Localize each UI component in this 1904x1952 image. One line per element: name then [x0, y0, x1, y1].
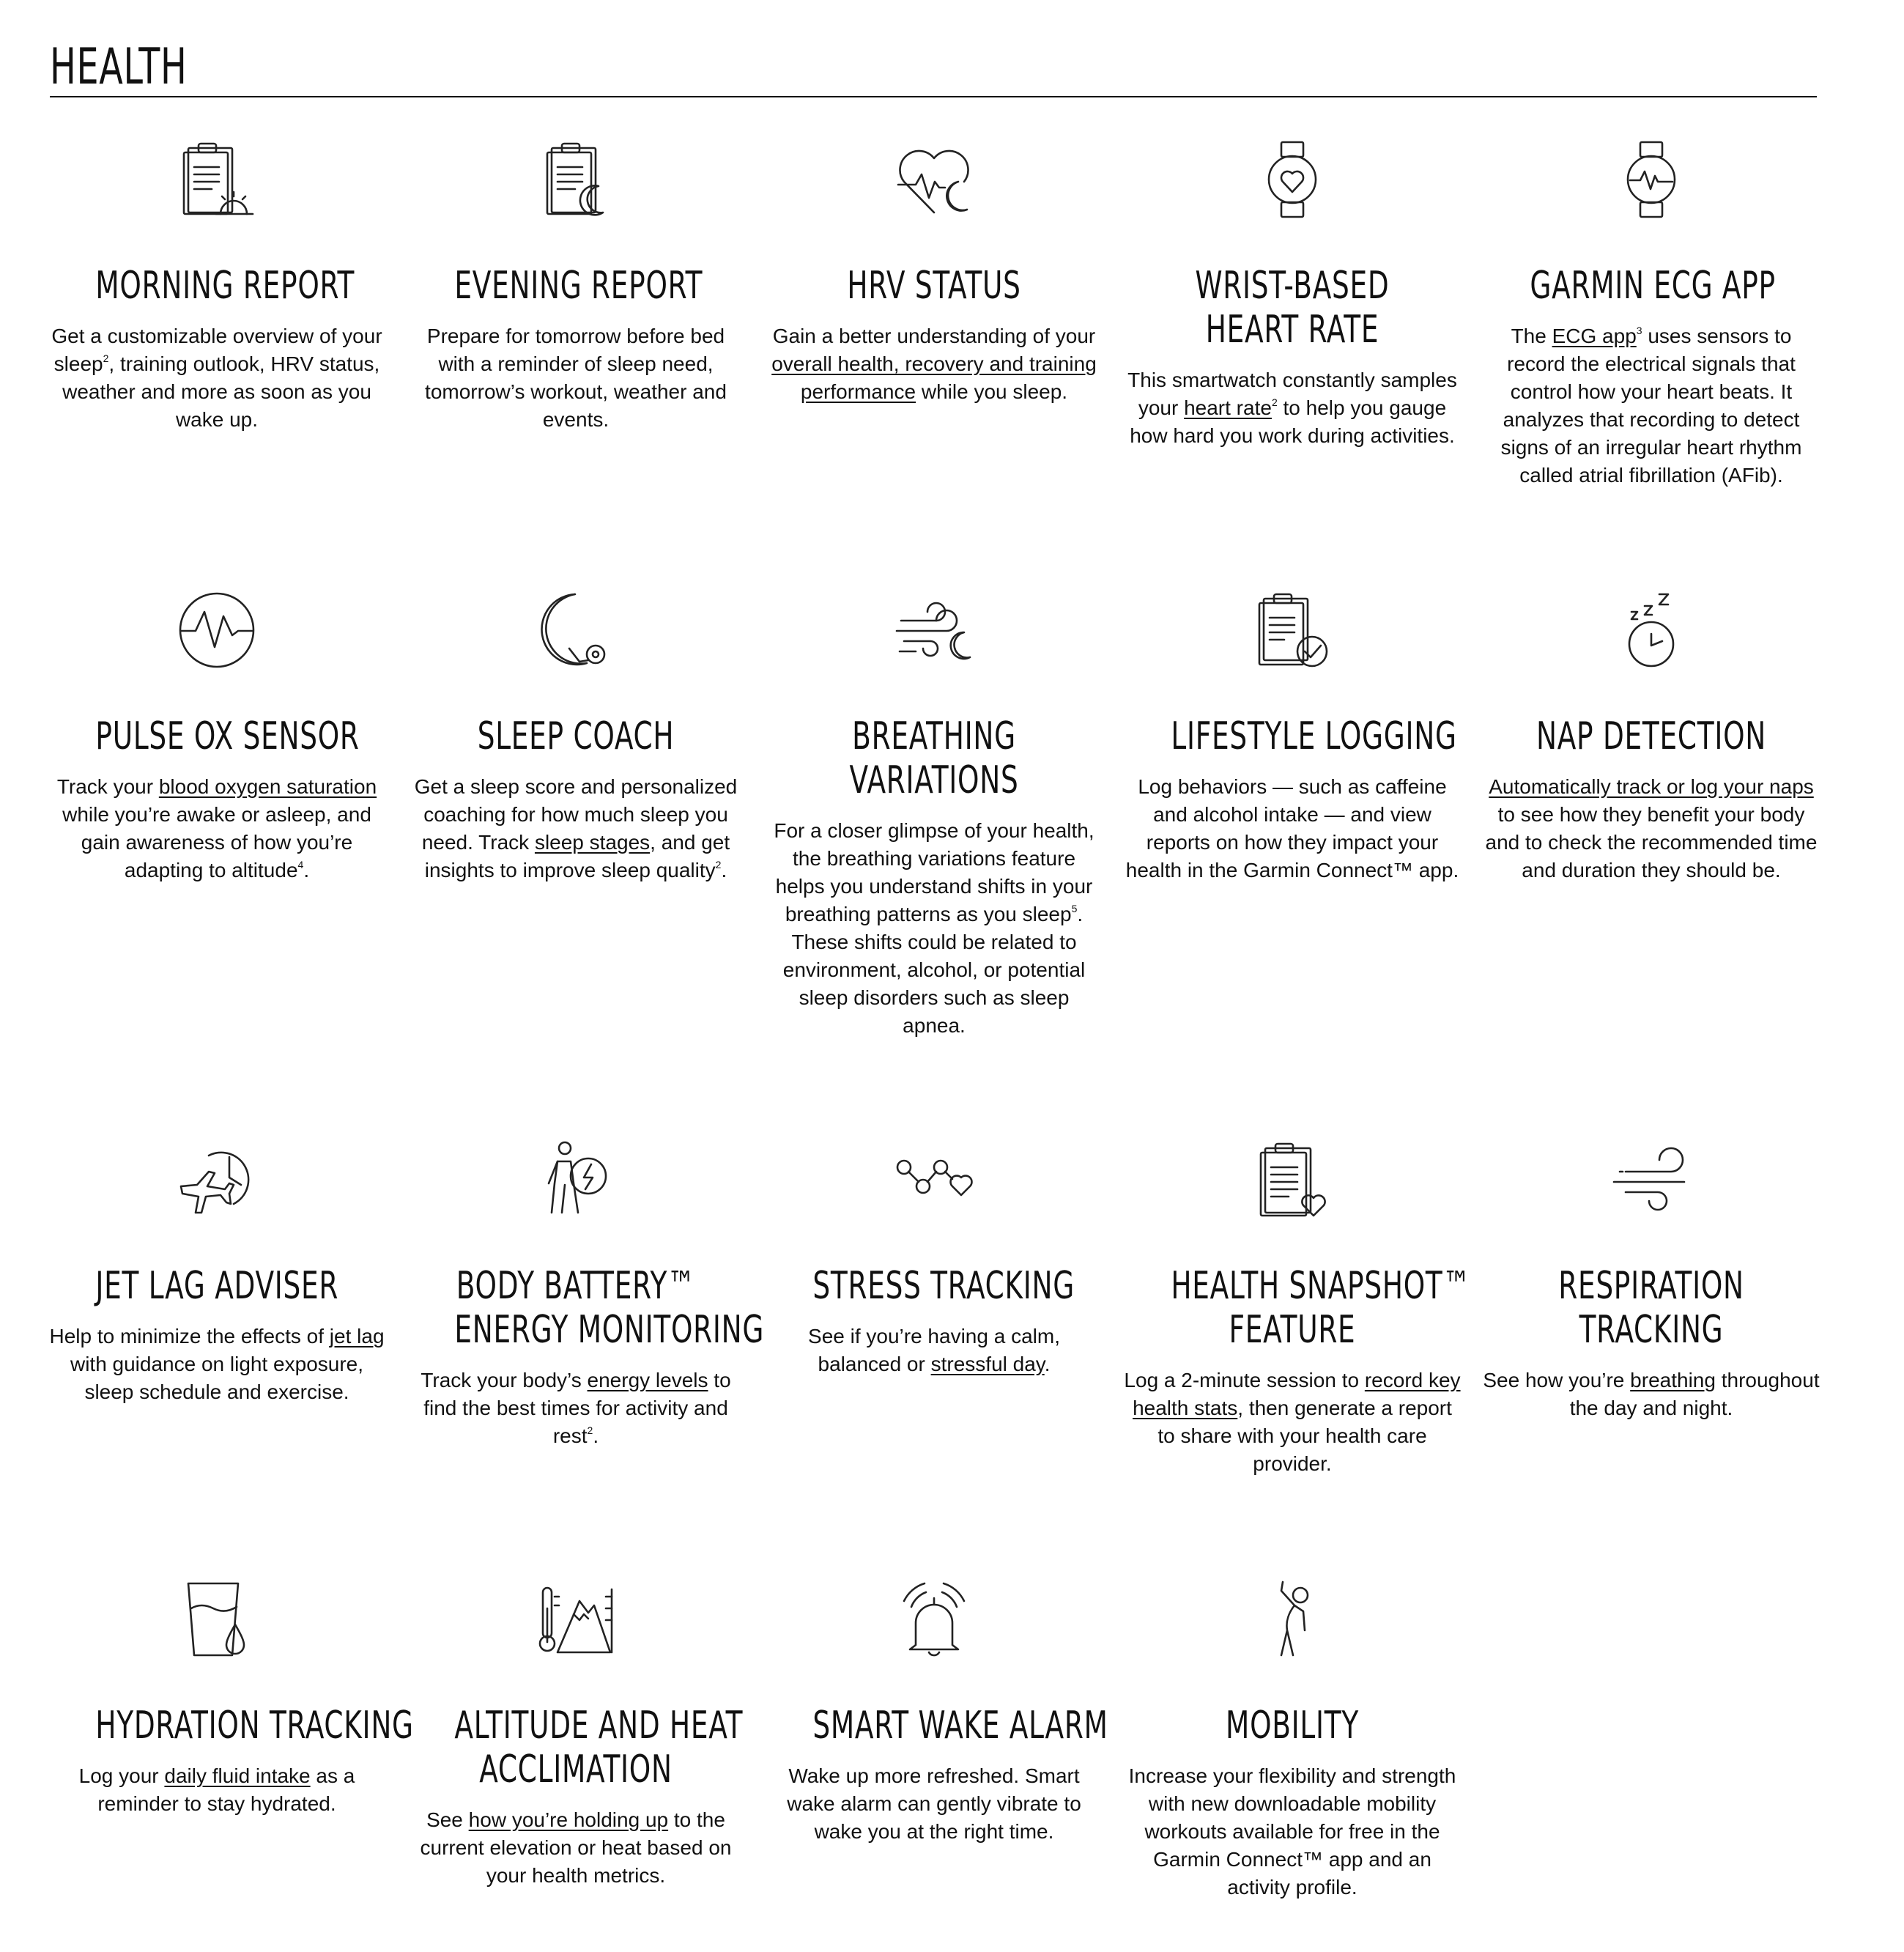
feature-card — [48, 1139, 385, 1406]
description-text: Get a customizable overview of your sleep — [51, 325, 382, 375]
feature-description — [407, 1806, 744, 1890]
section-title: HEALTH — [50, 38, 188, 96]
feature-description — [1124, 1367, 1461, 1478]
feature-card — [1483, 139, 1820, 489]
glass-drop-icon — [177, 1579, 257, 1660]
footnote-marker: 2 — [103, 352, 109, 364]
feature-title-wrap — [766, 264, 1103, 308]
feature-card — [766, 1579, 1108, 1846]
feature-card — [766, 1139, 1103, 1378]
feature-title-line: JET LAG ADVISER — [95, 1264, 339, 1308]
description-text: , then generate a report to share with your health care provider. — [1157, 1397, 1452, 1475]
feature-link[interactable]: jet lag — [329, 1325, 385, 1347]
feature-description — [1124, 1762, 1461, 1901]
feature-card — [1124, 1579, 1461, 1901]
feature-card — [1483, 590, 1820, 884]
footnote-marker: 4 — [297, 859, 304, 870]
description-text: Get a sleep score and personalized coaching for how much sleep you need. Track — [414, 775, 738, 854]
feature-title-line: HYDRATION TRACKING — [95, 1704, 414, 1748]
feature-title-line: ACCLIMATION — [479, 1748, 673, 1792]
description-text: For a closer glimpse of your health, the breathing variations feature helps you understand shifts in your breathing patterns as you sleep — [774, 819, 1094, 925]
clipboard-check-icon — [1252, 590, 1333, 670]
feature-title-line: BREATHING — [852, 714, 1016, 758]
feature-card — [407, 590, 744, 884]
feature-title-line: MOBILITY — [1226, 1704, 1359, 1748]
feature-title-line: PULSE OX SENSOR — [95, 714, 360, 758]
feature-title-wrap — [407, 264, 744, 308]
feature-card — [1124, 590, 1461, 884]
feature-title-line: TRACKING — [1579, 1308, 1724, 1352]
description-text: Log your — [78, 1764, 165, 1787]
feature-link[interactable]: record key health stats — [1133, 1369, 1461, 1419]
feature-link[interactable]: stressful day — [930, 1353, 1045, 1375]
feature-link[interactable]: sleep stages — [534, 831, 651, 854]
feature-title-wrap — [1124, 1704, 1461, 1748]
feature-title-line: GARMIN ECG APP — [1530, 264, 1776, 308]
feature-card — [407, 139, 744, 434]
description-text: to help you gauge how hard you work during activities. — [1130, 396, 1455, 447]
description-text: See if you’re having a calm, balanced or — [808, 1325, 1060, 1375]
bell-ring-icon — [894, 1579, 974, 1660]
description-text: The — [1511, 325, 1552, 347]
description-text: , and get insights to improve sleep quality — [424, 831, 730, 881]
moon-whistle-icon — [536, 590, 616, 670]
feature-description — [1124, 773, 1461, 884]
feature-title — [454, 264, 703, 308]
description-text: to see how they benefit your body and to check the recommended time and duration they should be. — [1485, 803, 1818, 881]
feature-title-wrap — [1483, 264, 1820, 308]
feature-title-wrap — [1124, 1264, 1471, 1352]
feature-title-wrap — [1124, 264, 1461, 352]
feature-title-line: BODY BATTERY™ — [456, 1264, 696, 1308]
feature-title-wrap — [48, 714, 385, 758]
feature-title-line: WRIST-BASED — [1195, 264, 1390, 308]
feature-description — [1483, 322, 1820, 489]
feature-title-wrap — [1483, 714, 1820, 758]
feature-title-wrap — [1124, 714, 1461, 758]
description-text: while you’re awake or asleep, and gain awareness of how you’re adapting to altitude — [62, 803, 371, 881]
feature-title — [1171, 1704, 1413, 1748]
person-energy-icon — [536, 1139, 616, 1220]
feature-link[interactable]: breathing — [1630, 1369, 1716, 1391]
description-text: See — [426, 1808, 469, 1831]
feature-title-line: SLEEP COACH — [477, 714, 675, 758]
feature-card — [407, 1579, 744, 1890]
description-text: , training outlook, HRV status, weather and more as soon as you wake up. — [62, 352, 380, 431]
feature-title-wrap — [407, 1704, 744, 1792]
feature-description — [407, 773, 744, 884]
description-text: Gain a better understanding of your — [772, 325, 1096, 347]
feature-title — [1530, 1264, 1772, 1352]
description-text: to the current elevation or heat based on your health metrics. — [420, 1808, 732, 1887]
heart-moon-icon — [894, 139, 974, 220]
description-text: uses sensors to record the electrical signals that control how your heart beats. It analyzes that recording to detect signs of an irregular heart rhythm called atrial fibrillation (AFib). — [1500, 325, 1802, 487]
feature-card — [1124, 139, 1461, 450]
feature-description — [766, 1762, 1103, 1846]
feature-title — [454, 714, 697, 758]
footnote-marker: 2 — [587, 1424, 593, 1436]
feature-title — [812, 1264, 1075, 1308]
feature-card — [48, 139, 385, 434]
feature-description — [407, 1367, 744, 1450]
feature-title — [1171, 714, 1457, 758]
description-text: Wake up more refreshed. Smart wake alarm can gently vibrate to wake you at the right time. — [787, 1764, 1081, 1843]
feature-title-wrap — [407, 1264, 765, 1352]
feature-card — [48, 590, 385, 884]
description-text: . — [593, 1424, 599, 1447]
wind-moon-icon — [894, 590, 974, 670]
feature-description — [48, 1762, 385, 1818]
feature-title-line: HEALTH SNAPSHOT™ — [1171, 1264, 1471, 1308]
footnote-marker: 2 — [1271, 396, 1278, 408]
pulse-ox-icon — [177, 590, 257, 670]
feature-description — [766, 1323, 1103, 1378]
description-text: . — [1044, 1353, 1051, 1375]
feature-title — [812, 1704, 1108, 1748]
description-text: Log a 2-minute session to — [1124, 1369, 1365, 1391]
description-text: throughout the day and night. — [1569, 1369, 1820, 1419]
description-text: . — [303, 859, 310, 881]
feature-title-line: STRESS TRACKING — [812, 1264, 1075, 1308]
feature-link[interactable]: overall health, recovery and training performance — [771, 352, 1097, 403]
description-text: Help to minimize the effects of — [49, 1325, 330, 1347]
feature-link[interactable]: Automatically track or log your naps — [1489, 775, 1814, 798]
description-text: Track your body’s — [421, 1369, 588, 1391]
feature-link[interactable]: heart rate — [1184, 396, 1272, 419]
stress-wave-icon — [894, 1139, 974, 1220]
feature-title-line: ENERGY MONITORING — [454, 1308, 765, 1352]
clipboard-heart-icon — [1252, 1139, 1333, 1220]
feature-description — [48, 1323, 385, 1406]
feature-title — [1171, 264, 1413, 352]
feature-description — [766, 322, 1103, 406]
feature-title — [1530, 714, 1772, 758]
description-text: to find the best times for activity and rest — [423, 1369, 731, 1447]
feature-title-line: VARIATIONS — [849, 758, 1019, 802]
feature-title-wrap — [766, 1704, 1108, 1748]
feature-link[interactable]: daily fluid intake — [164, 1764, 311, 1787]
feature-title-line: HEART RATE — [1205, 308, 1379, 352]
feature-title-wrap — [48, 1704, 414, 1748]
feature-link[interactable]: energy levels — [587, 1369, 708, 1391]
feature-title — [95, 714, 360, 758]
feature-title-line: NAP DETECTION — [1536, 714, 1766, 758]
feature-title-line: FEATURE — [1229, 1308, 1356, 1352]
description-text: as a reminder to stay hydrated. — [97, 1764, 355, 1815]
feature-title — [812, 264, 1055, 308]
clipboard-moon-icon — [536, 139, 616, 220]
feature-description — [48, 322, 385, 434]
feature-card — [766, 139, 1103, 406]
feature-title — [1530, 264, 1776, 308]
wind-icon — [1611, 1139, 1692, 1220]
feature-title — [812, 714, 1055, 802]
description-text: . These shifts could be related to environment, alcohol, or potential sleep disorders such as sleep apnea. — [782, 903, 1086, 1037]
clipboard-sun-icon — [177, 139, 257, 220]
feature-title — [454, 1704, 744, 1792]
feature-title — [95, 1704, 414, 1748]
feature-card — [48, 1579, 414, 1818]
feature-description — [48, 773, 385, 884]
feature-description — [407, 322, 744, 434]
watch-heart-icon — [1252, 139, 1333, 220]
feature-description — [766, 817, 1103, 1040]
feature-title — [454, 1264, 765, 1352]
thermometer-mountain-icon — [536, 1579, 616, 1660]
footnote-marker: 2 — [715, 859, 722, 870]
feature-title-line: RESPIRATION — [1558, 1264, 1744, 1308]
description-text: while you sleep. — [916, 380, 1068, 403]
feature-link[interactable]: blood oxygen saturation — [158, 775, 377, 798]
feature-card — [766, 590, 1103, 1040]
description-text: Increase your flexibility and strength with new downloadable mobility workouts available for free in the Garmin Connect™ app and an activity profile. — [1128, 1764, 1456, 1899]
feature-title-line: HRV STATUS — [847, 264, 1021, 308]
feature-title-wrap — [766, 1264, 1103, 1308]
description-text: with guidance on light exposure, sleep schedule and exercise. — [70, 1353, 364, 1403]
feature-title-line: MORNING REPORT — [95, 264, 355, 308]
description-text: See how you’re — [1483, 1369, 1631, 1391]
feature-title-wrap — [766, 714, 1103, 802]
feature-title-wrap — [407, 714, 744, 758]
description-text: Track your — [56, 775, 159, 798]
feature-title-line: SMART WAKE ALARM — [812, 1704, 1108, 1748]
feature-card — [1124, 1139, 1471, 1478]
feature-card — [407, 1139, 765, 1450]
feature-title-wrap — [48, 264, 385, 308]
stretch-person-icon — [1252, 1579, 1333, 1660]
plane-clock-icon — [177, 1139, 257, 1220]
watch-ecg-icon — [1611, 139, 1692, 220]
footnote-marker: 5 — [1071, 903, 1078, 914]
feature-title-wrap — [48, 1264, 385, 1308]
feature-description — [1124, 366, 1461, 450]
description-text: Prepare for tomorrow before bed with a reminder of sleep need, tomorrow’s workout, weather and events. — [425, 325, 727, 431]
description-text: Log behaviors — such as caffeine and alcohol intake — and view reports on how they impact your health in the Garmin Connect™ app. — [1125, 775, 1459, 881]
feature-card — [1483, 1139, 1820, 1422]
feature-description — [1483, 773, 1820, 884]
footnote-marker: 3 — [1636, 325, 1642, 336]
feature-link[interactable]: how you’re holding up — [468, 1808, 669, 1831]
feature-title-line: ALTITUDE AND HEAT — [454, 1704, 744, 1748]
feature-title-line: EVENING REPORT — [454, 264, 703, 308]
nap-clock-icon — [1611, 590, 1692, 670]
feature-title-line: LIFESTYLE LOGGING — [1171, 714, 1457, 758]
feature-title — [95, 264, 355, 308]
feature-link[interactable]: ECG app — [1552, 325, 1637, 347]
feature-title — [95, 1264, 338, 1308]
section-divider — [50, 96, 1817, 97]
description-text: This smartwatch constantly samples your — [1127, 369, 1457, 419]
description-text: . — [721, 859, 727, 881]
feature-title-wrap — [1483, 1264, 1820, 1352]
feature-title — [1171, 1264, 1471, 1352]
feature-description — [1483, 1367, 1820, 1422]
